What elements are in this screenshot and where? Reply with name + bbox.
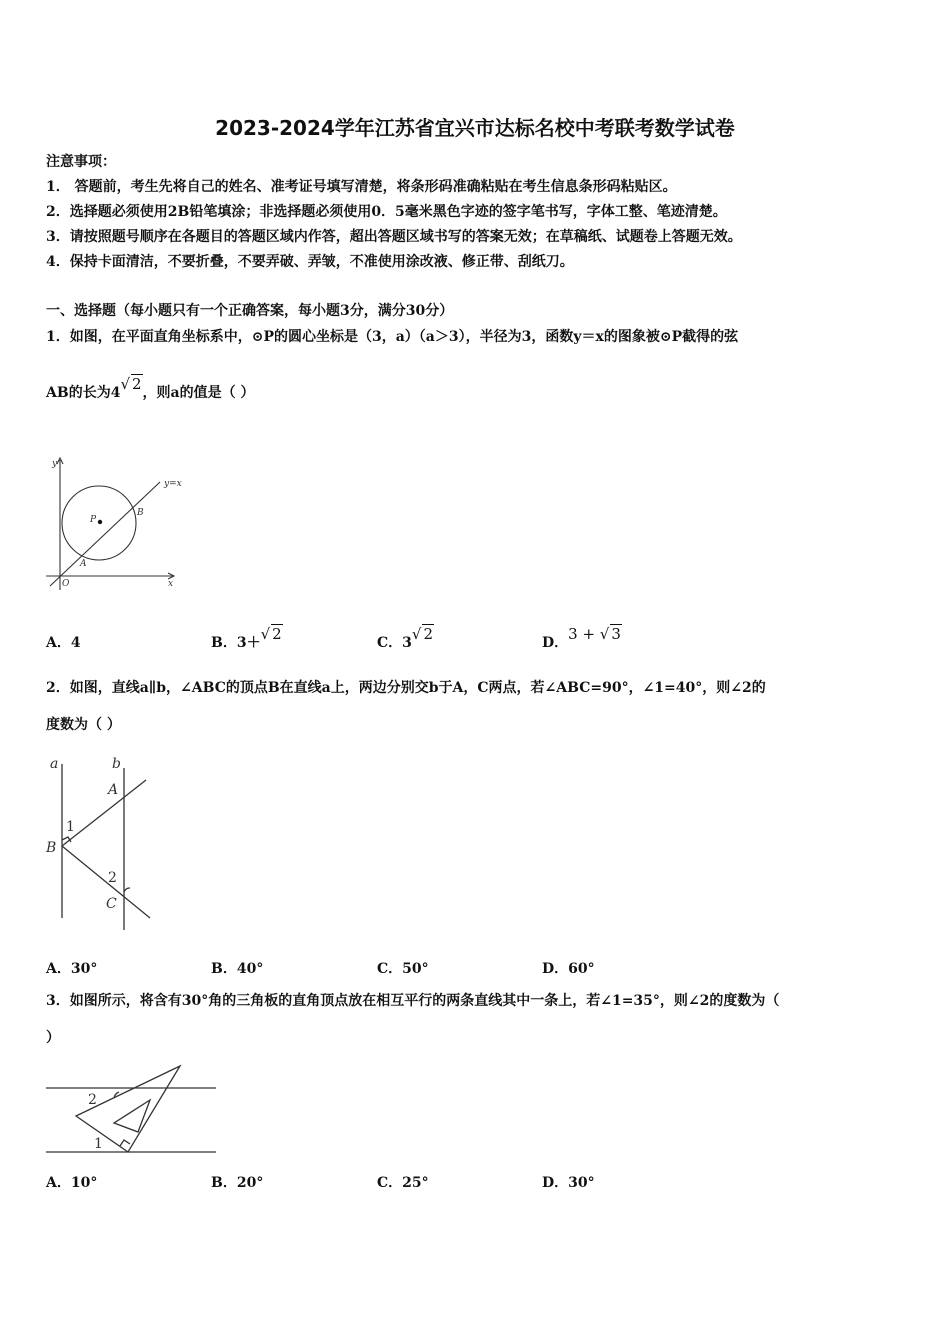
q2-label-angle1: 1 xyxy=(66,819,75,835)
q2-label-b: b xyxy=(112,756,121,772)
q1-option-b-text: B．3＋ xyxy=(211,635,261,651)
page-title: 2023-2024学年江苏省宜兴市达标名校中考联考数学试卷 xyxy=(215,116,735,140)
notice-item-2: 2．选择题必须使用2B铅笔填涂；非选择题必须使用0．5毫米黑色字迹的签字笔书写，字体工整、笔迹清楚。 xyxy=(46,204,727,220)
q1-option-c-text: C．3 xyxy=(377,635,412,651)
q1-option-d-radicand: 3 xyxy=(611,625,621,643)
q2-label-point-c: C xyxy=(106,896,117,912)
q1-option-c[interactable] xyxy=(377,625,434,652)
q2-label-point-b: B xyxy=(46,840,57,856)
q2-label-point-a: A xyxy=(108,782,119,798)
q2-stem-line2: 度数为（ ） xyxy=(46,717,121,733)
q3-option-d[interactable]: D．30° xyxy=(542,1175,595,1191)
q1-stem-sqrt: √ 2 xyxy=(120,375,142,393)
q1-option-d-sqrt: √ 3 xyxy=(599,625,621,643)
q2-option-b[interactable]: B．40° xyxy=(211,961,264,977)
q1-stem-radicand: 2 xyxy=(132,375,142,393)
q3-stem-line2: ） xyxy=(46,1030,60,1046)
q3-triangle-outer xyxy=(76,1066,180,1152)
q1-label-b: B xyxy=(137,508,144,518)
notice-item-4: 4．保持卡面清洁，不要折叠，不要弄破、弄皱，不准使用涂改液、修正带、刮纸刀。 xyxy=(46,254,574,270)
notice-heading: 注意事项： xyxy=(46,154,116,170)
q2-figure xyxy=(44,754,156,936)
q1-stem-text-b: ，则a的值是（ ） xyxy=(142,385,255,401)
q1-option-d-expr: 3 + xyxy=(568,625,600,643)
q1-option-b-radicand: 2 xyxy=(272,625,282,643)
q2-option-a[interactable]: A．30° xyxy=(46,961,98,977)
q2-stem-line1: 2．如图，直线a∥b，∠ABC的顶点B在直线a上，两边分别交b于A，C两点，若∠ABC=90°，∠1=40°，则∠2的 xyxy=(46,680,766,696)
q1-stem-line1: 1．如图，在平面直角坐标系中，⊙P的圆心坐标是（3，a）（a＞3），半径为3，函数y＝x的图象被⊙P截得的弦 xyxy=(46,329,739,345)
q1-option-d-label: D． xyxy=(542,635,569,651)
q1-option-c-sqrt: √ 2 xyxy=(411,625,433,643)
notice-item-3: 3．请按照题号顺序在各题目的答题区域内作答，超出答题区域书写的答案无效；在草稿纸、试题卷上答题无效。 xyxy=(46,229,742,245)
q3-option-b[interactable]: B．20° xyxy=(211,1175,264,1191)
q1-stem-text-a: AB的长为4 xyxy=(46,385,121,401)
q3-option-a[interactable]: A．10° xyxy=(46,1175,98,1191)
q1-label-x: x xyxy=(168,579,174,589)
q3-figure xyxy=(44,1060,218,1160)
q2-right-angle-mark xyxy=(62,837,71,842)
q1-line-yx xyxy=(50,482,160,586)
q3-label-angle2: 2 xyxy=(88,1092,97,1108)
q1-label-o: O xyxy=(62,579,70,589)
q3-label-angle1: 1 xyxy=(94,1136,103,1152)
q2-option-d[interactable]: D．60° xyxy=(542,961,595,977)
section-heading: 一、选择题（每小题只有一个正确答案，每小题3分，满分30分） xyxy=(46,303,454,319)
q1-label-p: P xyxy=(90,515,97,525)
q2-label-a: a xyxy=(50,756,59,772)
q3-triangle-inner xyxy=(114,1100,150,1132)
notice-item-1: 1． 答题前，考生先将自己的姓名、准考证号填写清楚，将条形码准确粘贴在考生信息条形码粘贴区。 xyxy=(46,179,677,195)
q1-option-b-sqrt: √ 2 xyxy=(260,625,282,643)
q1-option-b[interactable] xyxy=(211,625,283,652)
q1-stem-line2 xyxy=(46,375,255,402)
q1-center-dot xyxy=(98,520,102,524)
q1-option-a[interactable]: A．4 xyxy=(46,635,81,651)
q1-option-c-radicand: 2 xyxy=(423,625,433,643)
q1-label-a: A xyxy=(80,559,87,569)
q1-option-d[interactable] xyxy=(542,625,622,652)
q1-label-yx: y=x xyxy=(164,479,182,489)
q1-label-y: y xyxy=(52,459,58,469)
q2-ray-ba xyxy=(62,780,146,846)
q2-label-angle2: 2 xyxy=(108,870,117,886)
q2-angle2-arc xyxy=(124,888,130,892)
q2-option-c[interactable]: C．50° xyxy=(377,961,429,977)
q1-figure xyxy=(44,452,184,594)
q3-option-c[interactable]: C．25° xyxy=(377,1175,429,1191)
q3-right-angle-mark xyxy=(120,1140,130,1146)
q3-stem-line1: 3．如图所示，将含有30°角的三角板的直角顶点放在相互平行的两条直线其中一条上，若∠1=35°，则∠2的度数为（ xyxy=(46,993,780,1009)
